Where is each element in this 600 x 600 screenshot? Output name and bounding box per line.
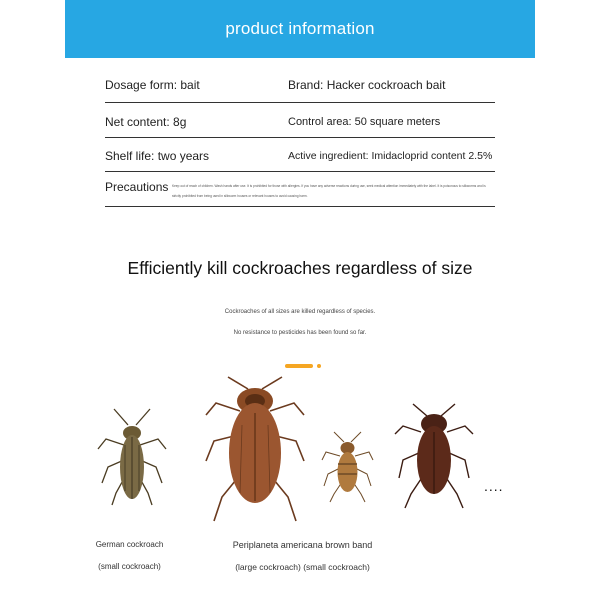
german-cockroach-size: (small cockroach) (98, 562, 161, 571)
page-title: product information (225, 19, 375, 38)
brand: Brand: Hacker cockroach bait (288, 78, 446, 92)
german-cockroach-icon (92, 405, 172, 510)
american-cockroach-icon (200, 375, 310, 525)
dark-cockroach-icon (393, 402, 475, 512)
precautions-label: Precautions (105, 180, 169, 194)
accent-dot (317, 364, 321, 368)
divider (105, 102, 495, 103)
precautions-text: Keep out of reach of children. Wash hands after use. It is prohibited for those with allergies. If you have any adverse reactions during use, seek medical attention immediately with the label. It is poisonous to silkworms and is strictly prohibited from being used in silkworm houses or relevant houses to avoid causing harm. (172, 184, 486, 198)
shelf-life: Shelf life: two years (105, 149, 210, 163)
accent-bar (285, 364, 313, 368)
subtext-line-1: Cockroaches of all sizes are killed regardless of species. (224, 309, 376, 315)
control-area: Control area: 50 square meters (288, 116, 441, 128)
net-content: Net content: 8g (105, 115, 187, 129)
divider (105, 206, 495, 207)
american-cockroach-label: Periplaneta americana brown band (232, 540, 373, 550)
brown-banded-cockroach-icon (320, 430, 375, 505)
header-banner (65, 0, 535, 58)
dosage-form: Dosage form: bait (105, 78, 200, 92)
active-ingredient: Active ingredient: Imidacloprid content 2.5% (288, 150, 493, 162)
divider (105, 137, 495, 138)
divider (105, 171, 495, 172)
more-indicator: .... (484, 478, 504, 494)
american-cockroach-size: (large cockroach) (small cockroach) (235, 562, 370, 572)
precautions-row (105, 180, 495, 204)
subtext-line-2: No resistance to pesticides has been found so far. (233, 330, 367, 336)
section-headline: Efficiently kill cockroaches regardless of size (127, 258, 473, 278)
german-cockroach-label: German cockroach (95, 540, 164, 549)
